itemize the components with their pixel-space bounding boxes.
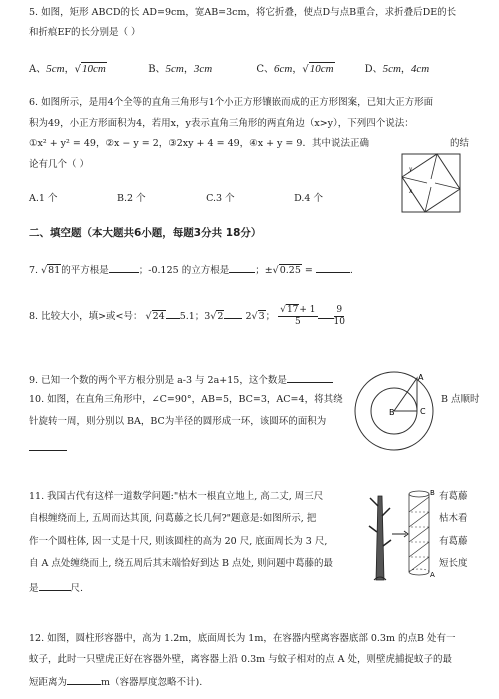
q6-option-b: B.2 个	[117, 193, 146, 204]
q6-square-figure	[401, 153, 461, 213]
q11-label-a: A	[430, 571, 435, 579]
q11-line5: 是 尺.	[29, 583, 84, 594]
q10-line1: 10. 如图，在直角三角形中，∠C=90°，AB=5，BC=3，AC=4，将其绕	[29, 394, 343, 405]
q11-line1: 11. 我国古代有这样一道数学问题:"枯木一根直立地上, 高二丈, 周三尺	[29, 491, 324, 502]
q10-answer	[29, 441, 67, 455]
q6-options	[29, 193, 323, 205]
q5-option-d: D、5cm，4cm	[364, 63, 430, 75]
q5-line2: 和折痕EF的长分别是（ ）	[29, 27, 141, 38]
q10-label-b: B	[389, 408, 395, 417]
q8-blank-3[interactable]	[318, 309, 334, 319]
q8-blank-2[interactable]	[224, 309, 242, 319]
q10-line2: 针旋转一周，则分别以 BA，BC为半径的圆形成一环，该圆环的面积为	[29, 416, 327, 427]
q5-line1: 5. 如图，矩形 ABCD的长 AD=9cm，宽AB=3cm，将它折叠，使点D与点B重合，求折叠后DE的长	[29, 7, 457, 18]
q7-blank-2[interactable]	[229, 263, 255, 273]
q11-side-1: 有葛藤	[439, 491, 468, 502]
q5-option-a: A、5cm，√10cm	[29, 63, 106, 75]
q5-option-b: B、5cm，3cm	[148, 63, 213, 75]
q8-fraction-1: $\frac{√17+ 1}{5}$	[280, 305, 316, 327]
q11-side-3: 有葛藤	[439, 536, 468, 547]
q11-tree-vine-figure	[362, 486, 437, 582]
q6-tail: 的结	[450, 138, 470, 149]
q8-fraction-2: $\frac{9}{10}$	[333, 305, 345, 327]
q11-side-2: 枯木看	[439, 513, 468, 524]
q11-line3: 作一个圆柱体, 因一丈是十尺, 则该圆柱的高为 20 尺, 底面周长为 3 尺,	[29, 536, 328, 547]
section-heading-fill-blank: 二、填空题（本大题共6小题，每题3分共 18分）	[29, 227, 262, 239]
q6-option-c: C.3 个	[206, 193, 235, 204]
q6-fig-x-label: x	[409, 187, 413, 195]
q10-label-a: A	[418, 373, 424, 382]
q6-line4: 论有几个（ ）	[29, 159, 90, 170]
q6-line1: 6. 如图所示，是用4个全等的直角三角形与1个小正方形镶嵌而成的正方形图案，已知大正方形面	[29, 97, 434, 108]
q12-line2: 蚊子，此时一只壁虎正好在容器外壁，离容器上沿 0.3m 与蚊子相对的点 A 处，则壁虎捕捉蚊子的最	[29, 654, 453, 665]
q9-line: 9. 已知一个数的两个平方根分别是 a-3 与 2a+15，这个数是	[29, 373, 333, 387]
q8-line: 8. 比较大小，填>或<号： √24 5.1；3√2 2√3； $\frac{√17+ 1}{5}$ $\frac{9}{10}$	[29, 305, 345, 327]
q7-blank-3[interactable]	[316, 263, 350, 273]
q10-ring-figure	[353, 370, 435, 452]
q8-blank-1[interactable]	[166, 309, 180, 319]
q6-line2: 积为49，小正方形面积为4，若用x，y表示直角三角形的两直角边（x>y），下列四个说法：	[29, 118, 414, 129]
q11-blank[interactable]	[39, 581, 71, 591]
q11-line4: 自 A 点处缠绕而上, 绕五周后其末端恰好到达 B 点处, 则问题中葛藤的最	[29, 558, 334, 569]
q11-side-4: 短长度	[439, 558, 468, 569]
q12-line1: 12. 如图，圆柱形容器中，高为 1.2m，底面周长为 1m，在容器内壁离容器底部 0.3m 的点B 处有一	[29, 633, 456, 644]
q10-side-text: B 点顺时	[441, 394, 480, 405]
q5-options	[29, 63, 429, 76]
q7-blank-1[interactable]	[109, 263, 139, 273]
q7-line: 7. √81的平方根是 ；-0.125 的立方根是 ；±√0.25 = .	[29, 265, 353, 276]
q12-line3: 短距离为 m（容器厚度忽略不计).	[29, 677, 203, 688]
q10-blank[interactable]	[29, 441, 67, 451]
q9-blank[interactable]	[287, 373, 333, 383]
q10-label-c: C	[420, 407, 426, 416]
q6-fig-y-label: y	[409, 165, 413, 173]
q12-blank[interactable]	[67, 675, 101, 685]
q11-label-b: B	[430, 489, 435, 497]
q5-option-c: C、6cm，√10cm	[256, 63, 334, 75]
q6-option-d: D.4 个	[294, 193, 323, 204]
q11-line2: 自根缠绕而上, 五周而达其顶, 问葛藤之长几何?"题意是:如图所示, 把	[29, 513, 317, 524]
q6-statements: ①x² + y² = 49，②x − y = 2，③2xy + 4 = 49，④x + y = 9．其中说法正确	[29, 138, 369, 149]
q6-option-a: A.1 个	[29, 193, 58, 204]
